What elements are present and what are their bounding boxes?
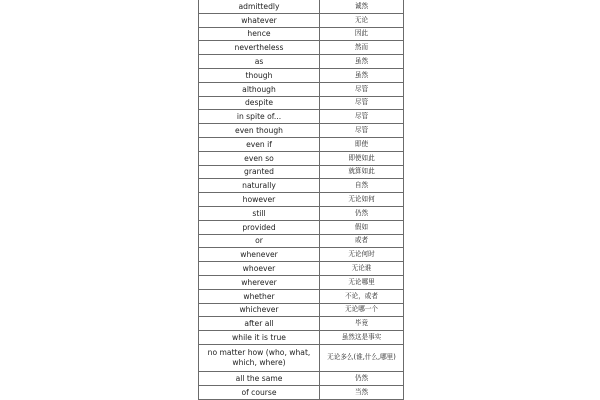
english-word-cell: no matter how (who, what, which, where) <box>199 344 320 371</box>
table-row <box>199 344 404 371</box>
english-word-cell: whether <box>199 289 320 303</box>
english-word-cell: as <box>199 55 320 69</box>
english-word-cell: naturally <box>199 179 320 193</box>
english-word-cell: all the same <box>199 371 320 385</box>
table-row <box>199 331 404 345</box>
chinese-meaning-cell: 无论 <box>320 13 404 27</box>
chinese-meaning-cell: 无论何时 <box>320 248 404 262</box>
english-word-cell: wherever <box>199 275 320 289</box>
table-row <box>199 165 404 179</box>
english-word-cell: whenever <box>199 248 320 262</box>
chinese-meaning-cell: 就算如此 <box>320 165 404 179</box>
table-row <box>199 124 404 138</box>
chinese-meaning-cell: 虽然 <box>320 55 404 69</box>
chinese-meaning-cell: 即使 <box>320 137 404 151</box>
chinese-meaning-cell: 尽管 <box>320 110 404 124</box>
chinese-meaning-cell: 然而 <box>320 41 404 55</box>
table-row <box>199 96 404 110</box>
chinese-meaning-cell: 因此 <box>320 27 404 41</box>
table-row <box>199 137 404 151</box>
chinese-meaning-cell: 无论谁 <box>320 262 404 276</box>
chinese-meaning-cell: 尽管 <box>320 82 404 96</box>
english-word-cell: though <box>199 68 320 82</box>
table-row <box>199 289 404 303</box>
english-word-cell: whatever <box>199 13 320 27</box>
english-word-cell: still <box>199 206 320 220</box>
table-row <box>199 220 404 234</box>
chinese-meaning-cell: 尽管 <box>320 96 404 110</box>
english-word-cell: while it is true <box>199 331 320 345</box>
chinese-meaning-cell: 自然 <box>320 179 404 193</box>
table-row <box>199 371 404 385</box>
table-row <box>199 55 404 69</box>
english-word-cell: provided <box>199 220 320 234</box>
table-row <box>199 234 404 248</box>
table-row <box>199 275 404 289</box>
chinese-meaning-cell: 无论如何 <box>320 193 404 207</box>
english-word-cell: despite <box>199 96 320 110</box>
english-word-cell: granted <box>199 165 320 179</box>
table-row <box>199 82 404 96</box>
chinese-meaning-cell: 不论，或者 <box>320 289 404 303</box>
chinese-meaning-cell: 即使如此 <box>320 151 404 165</box>
english-word-cell: in spite of... <box>199 110 320 124</box>
vocabulary-table-body <box>199 0 404 399</box>
table-row <box>199 193 404 207</box>
english-word-cell: admittedly <box>199 0 320 13</box>
chinese-meaning-cell: 或者 <box>320 234 404 248</box>
english-word-cell: however <box>199 193 320 207</box>
english-word-cell: nevertheless <box>199 41 320 55</box>
english-word-cell: or <box>199 234 320 248</box>
chinese-meaning-cell: 仍然 <box>320 206 404 220</box>
table-row <box>199 262 404 276</box>
chinese-meaning-cell: 虽然这是事实 <box>320 331 404 345</box>
chinese-meaning-cell: 诚然 <box>320 0 404 13</box>
english-word-cell: even if <box>199 137 320 151</box>
english-word-cell: hence <box>199 27 320 41</box>
table-row <box>199 317 404 331</box>
english-word-cell: whoever <box>199 262 320 276</box>
chinese-meaning-cell: 尽管 <box>320 124 404 138</box>
table-row <box>199 110 404 124</box>
vocabulary-table <box>198 0 404 400</box>
table-row <box>199 41 404 55</box>
table-row <box>199 27 404 41</box>
table-row <box>199 303 404 317</box>
english-word-cell: even so <box>199 151 320 165</box>
chinese-meaning-cell: 毕竟 <box>320 317 404 331</box>
table-row <box>199 206 404 220</box>
table-row <box>199 68 404 82</box>
table-row <box>199 248 404 262</box>
chinese-meaning-cell: 无论哪里 <box>320 275 404 289</box>
table-row <box>199 13 404 27</box>
table-row <box>199 151 404 165</box>
chinese-meaning-cell: 假如 <box>320 220 404 234</box>
chinese-meaning-cell: 虽然 <box>320 68 404 82</box>
chinese-meaning-cell: 无论多么(谁,什么,哪里) <box>320 344 404 371</box>
english-word-cell: after all <box>199 317 320 331</box>
table-row <box>199 179 404 193</box>
english-word-cell: although <box>199 82 320 96</box>
chinese-meaning-cell: 无论哪一个 <box>320 303 404 317</box>
english-word-cell: even though <box>199 124 320 138</box>
chinese-meaning-cell: 仍然 <box>320 371 404 385</box>
table-row <box>199 0 404 13</box>
english-word-cell: whichever <box>199 303 320 317</box>
table-row <box>199 385 404 399</box>
chinese-meaning-cell: 当然 <box>320 385 404 399</box>
english-word-cell: of course <box>199 385 320 399</box>
